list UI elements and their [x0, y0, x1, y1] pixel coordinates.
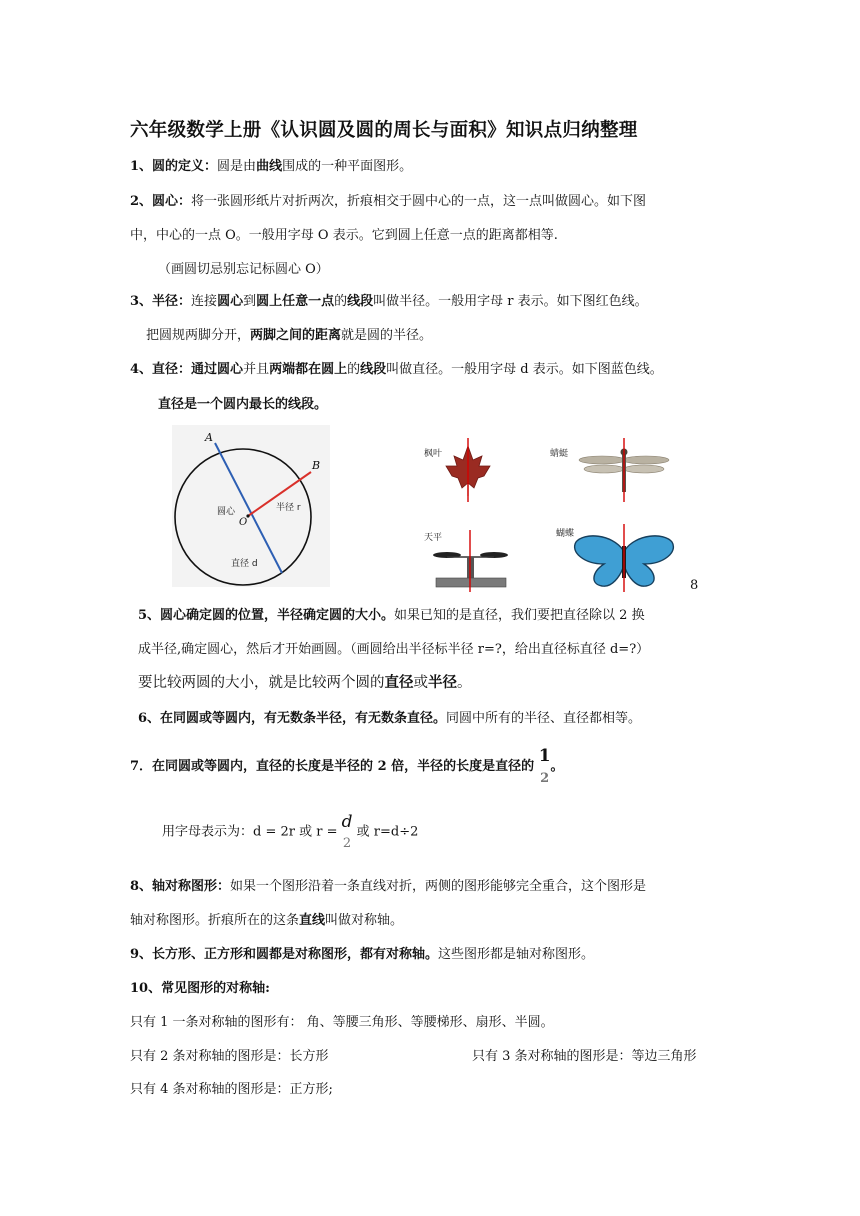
maple-label: 枫叶: [424, 449, 443, 459]
fraction-one-half: [539, 748, 551, 785]
section-6-heading: 6、在同圆或等圆内，有无数条半径，有无数条直径。: [138, 711, 447, 726]
diameter-label: 直径 d: [231, 559, 258, 569]
section-3-keyword-2: 圆上任意一点: [256, 294, 335, 309]
dragonfly-right-upper-wing: [623, 456, 669, 464]
section-5-line-3-text: 要比较两圆的大小，就是比较两个圆的: [138, 675, 385, 691]
section-2-note: （画圆切忌别忘记标圆心 O）: [158, 262, 329, 277]
section-2-line-1: [130, 193, 646, 211]
formula-denominator: 2: [342, 836, 352, 851]
section-4-keyword-2: 线段: [360, 362, 387, 377]
section-4-line-1: [130, 361, 663, 379]
section-7-line-1: [130, 748, 564, 785]
formula-text-end: 或 r=d÷2: [356, 824, 419, 840]
butterfly-left-wing: [575, 536, 623, 586]
section-3-keyword-3: 线段: [347, 294, 374, 309]
section-4-text-3: 叫做直径。一般用字母 d 表示。如下图蓝色线。: [386, 362, 663, 377]
butterfly-label: 蝴蝶: [556, 529, 575, 539]
document-title: 六年级数学上册《认识圆及圆的周长与面积》知识点归纳整理: [130, 120, 638, 141]
section-5-line-2: 成半径,确定圆心，然后才开始画圆。（画圆给出半径标半径 r=?，给出直径标直径 d=?）: [138, 642, 650, 657]
section-7-period: 。: [550, 759, 564, 774]
section-5-line-1: [138, 607, 645, 625]
section-5-text: 如果已知的是直径，我们要把直径除以 2 换: [394, 608, 645, 623]
section-3-text-3: 的: [334, 294, 348, 309]
point-o-label: O: [239, 517, 248, 528]
section-9-text: 这些图形都是轴对称图形。: [438, 947, 595, 962]
point-a-label: A: [205, 431, 213, 444]
section-4-line-2: 直径是一个圆内最长的线段。: [158, 397, 328, 412]
section-9: [130, 946, 594, 964]
section-4-keyword-0: 通过圆心: [191, 362, 244, 377]
section-10-heading: 10、常见图形的对称轴:: [130, 981, 270, 996]
section-3-text-1: 连接: [191, 294, 218, 309]
section-3-text-4: 叫做半径。一般用字母 r 表示。如下图红色线。: [373, 294, 648, 309]
section-1: [130, 158, 412, 176]
page-mark: 8: [690, 578, 699, 593]
section-3-line-2-keyword: 两脚之间的距离: [250, 328, 342, 343]
section-8-line-2-text: 轴对称图形。折痕所在的这条: [130, 913, 300, 928]
section-2-line-2: 中，中心的一点 O。一般用字母 O 表示。它到圆上任意一点的距离都相等.: [130, 228, 558, 243]
section-3-text-2: 到: [243, 294, 257, 309]
radius-label: 半径 r: [276, 503, 301, 513]
section-4-heading: 4、直径：: [130, 362, 192, 377]
formula-numerator: d: [341, 812, 353, 832]
section-7-formula: [162, 814, 418, 850]
dragonfly-left-lower-wing: [584, 465, 624, 473]
section-10-line-1: 只有 1 一条对称轴的图形有： 角、等腰三角形、等腰梯形、扇形、半圆。: [130, 1015, 554, 1030]
section-8-heading: 8、轴对称图形：: [130, 879, 231, 894]
section-4-keyword-1: 两端都在圆上: [269, 362, 348, 377]
fraction-d-over-2: [342, 814, 353, 850]
circle-diagram-svg: [172, 425, 330, 587]
section-1-heading: 1、圆的定义：: [130, 159, 218, 174]
formula-text: 用字母表示为：d = 2r 或 r =: [162, 824, 338, 840]
section-8-line-2: [130, 912, 403, 930]
symmetry-examples-svg: [416, 436, 686, 594]
section-3-line-2: [146, 327, 432, 345]
dragonfly-label: 蜻蜓: [550, 449, 569, 459]
section-8-text: 如果一个图形沿着一条直线对折，两侧的图形能够完全重合，这个图形是: [230, 879, 647, 894]
section-2-heading: 2、圆心：: [130, 194, 192, 209]
section-5-heading: 5、圆心确定圆的位置，半径确定圆的大小。: [138, 608, 395, 623]
scale-label: 天平: [424, 533, 443, 543]
fraction-denominator: 2: [540, 771, 550, 786]
center-label: 圆心: [217, 507, 236, 517]
symmetry-examples-figure: [416, 436, 686, 594]
section-5-line-3: [138, 674, 472, 692]
fraction-numerator: 1: [539, 748, 551, 772]
section-5-or: 或: [413, 675, 428, 691]
section-8-line-2-end: 叫做对称轴。: [325, 913, 404, 928]
section-8-line-1: [130, 878, 646, 896]
section-3-heading: 3、半径：: [130, 294, 192, 309]
section-2-text: 将一张圆形纸片对折两次，折痕相交于圆中心的一点，这一点叫做圆心。如下图: [191, 194, 647, 209]
section-5-period: 。: [457, 675, 472, 691]
section-5-keyword-radius: 半径: [428, 674, 457, 691]
dragonfly-right-lower-wing: [624, 465, 664, 473]
section-3-line-1: [130, 293, 648, 311]
section-10-line-2b: 只有 3 条对称轴的图形是：等边三角形: [472, 1049, 697, 1064]
circle-diagram: [172, 425, 330, 587]
section-3-line-2-end: 就是圆的半径。: [341, 328, 433, 343]
section-9-heading: 9、长方形、正方形和圆都是对称图形，都有对称轴。: [130, 947, 439, 962]
section-5-keyword-diameter: 直径: [384, 674, 414, 691]
section-1-keyword: 曲线: [256, 159, 283, 174]
section-1-text-end: 围成的一种平面图形。: [282, 159, 413, 174]
section-8-keyword: 直线: [299, 913, 326, 928]
dragonfly-left-upper-wing: [579, 456, 625, 464]
section-4-text-1: 并且: [243, 362, 270, 377]
section-10-line-3: 只有 4 条对称轴的图形是：正方形;: [130, 1082, 333, 1097]
section-3-line-2-text: 把圆规两脚分开，: [146, 328, 251, 343]
point-b-label: B: [312, 459, 321, 472]
section-3-keyword-1: 圆心: [217, 294, 244, 309]
section-6-text: 同圆中所有的半径、直径都相等。: [446, 711, 642, 726]
section-4-text-2: 的: [347, 362, 361, 377]
section-6: [138, 710, 641, 728]
butterfly-right-wing: [625, 536, 673, 586]
section-1-text: 圆是由: [217, 159, 257, 174]
section-10-line-2a: 只有 2 条对称轴的图形是：长方形: [130, 1049, 329, 1064]
scale-base: [436, 578, 506, 587]
section-7-text: 7．在同圆或等圆内，直径的长度是半径的 2 倍，半径的长度是直径的: [130, 759, 535, 774]
